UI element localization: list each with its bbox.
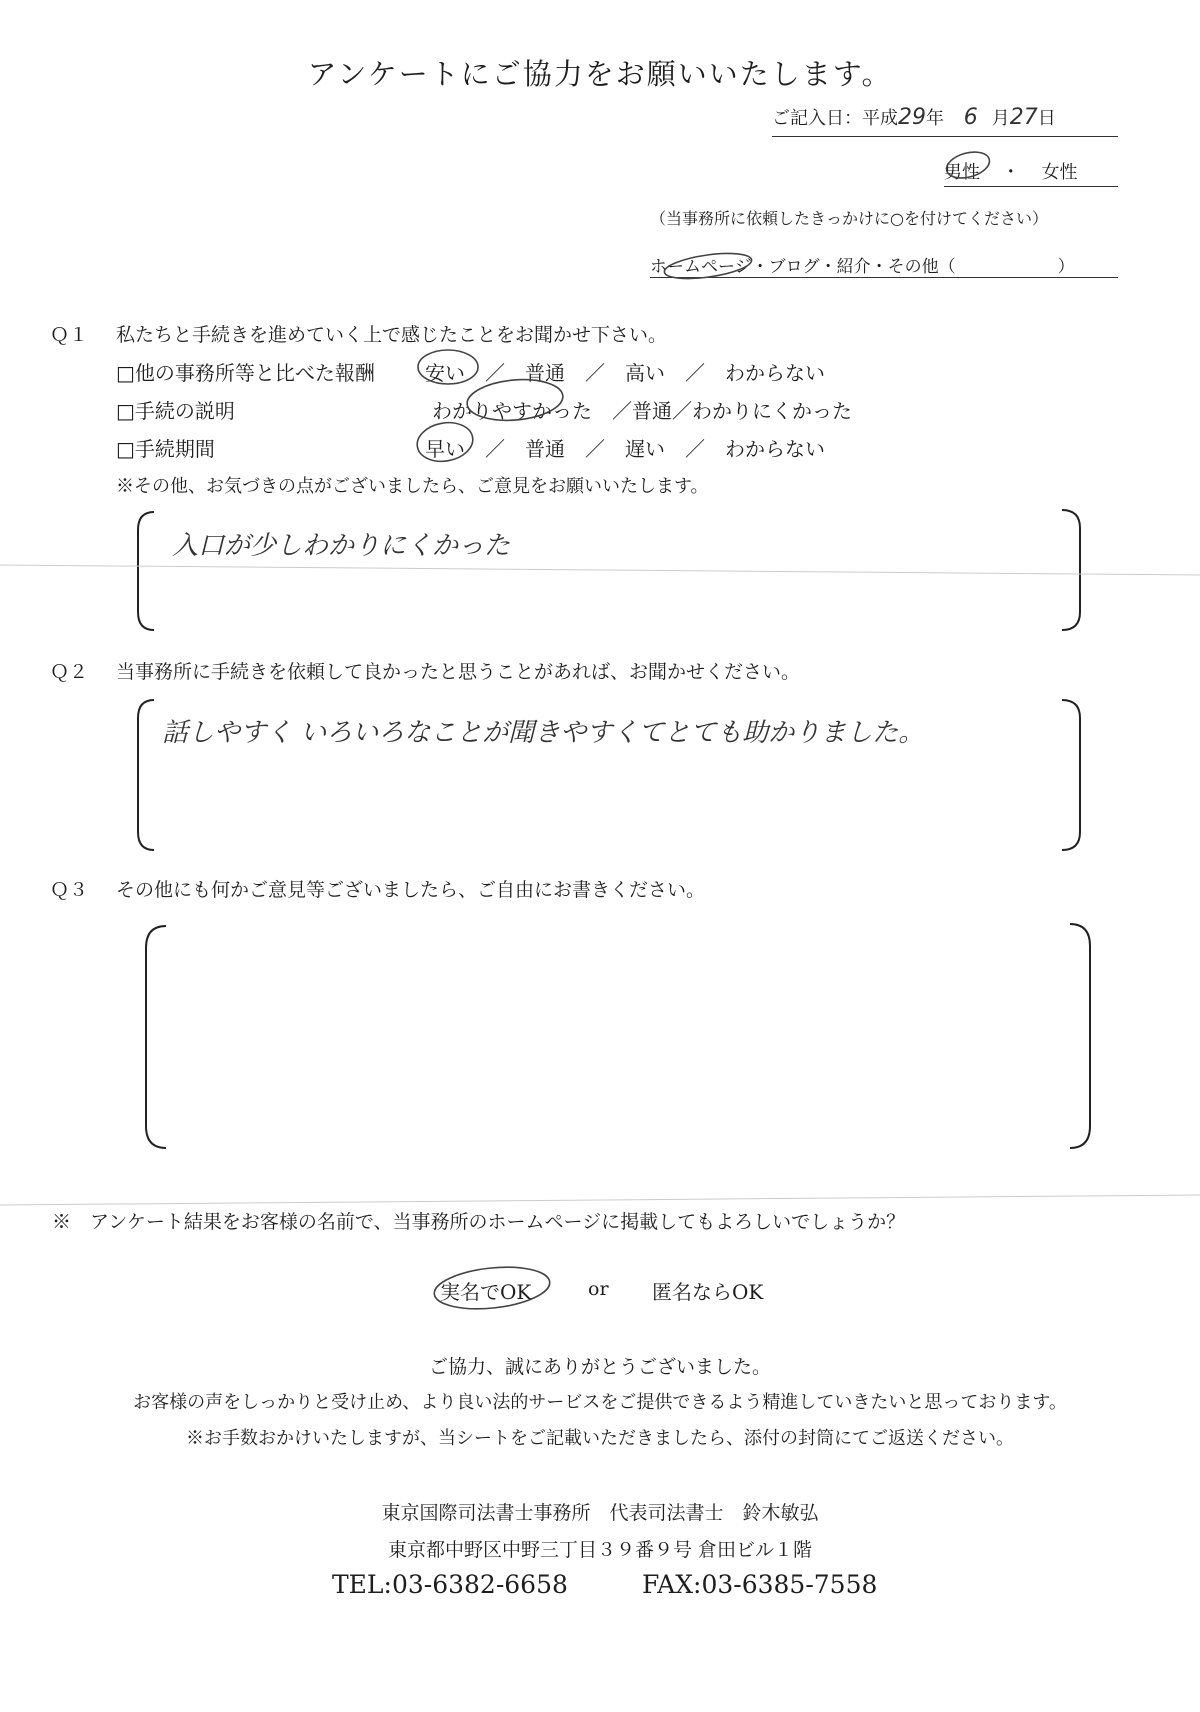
q2-text: 当事務所に手続きを依頼して良かったと思うことがあれば、お聞かせください。	[116, 661, 801, 683]
q1-box-left-bracket	[138, 512, 154, 630]
month-suffix: 月	[991, 108, 1010, 129]
publish-anonymous[interactable]: 匿名ならOK	[652, 1280, 764, 1304]
circle-explanation-easy	[465, 376, 564, 424]
gender-separator: ・	[1001, 162, 1020, 183]
referral-instruction: （当事務所に依頼したきっかけに○を付けてください）	[650, 209, 1048, 228]
office-address: 東京都中野区中野三丁目３９番９号 倉田ビル１階	[387, 1539, 813, 1561]
q1-item-period-label: □手続期間	[116, 437, 215, 461]
q3-box-left-bracket	[146, 926, 166, 1148]
publish-real-name[interactable]: 実名でOK	[440, 1280, 532, 1304]
entry-year[interactable]: 29	[898, 105, 926, 130]
gender-male[interactable]: 男性	[944, 162, 980, 183]
q2-box-left-bracket	[138, 700, 154, 850]
circle-period-fast	[414, 418, 476, 465]
q2-answer[interactable]: 話しやすく いろいろなことが聞きやすくてとても助かりました。	[162, 718, 925, 748]
fold-line-lower	[0, 1195, 1200, 1205]
closing-thanks: ご協力、誠にありがとうございました。	[428, 1356, 771, 1378]
closing-return-note: ※お手数おかけいたしますが、当シートをご記載いただきましたら、添付の封筒にてご返送ください。	[186, 1428, 1014, 1449]
q1-item-explanation-options[interactable]: わかりやすかった ／普通／わかりにくかった	[432, 399, 852, 423]
office-name: 東京国際司法書士事務所 代表司法書士 鈴木敏弘	[381, 1502, 819, 1524]
year-suffix: 年	[926, 108, 944, 129]
entry-date-label: ご記入日：平成	[772, 108, 898, 129]
publish-question: ※ アンケート結果をお客様の名前で、当事務所のホームページに掲載してもよろしいでしょうか？	[52, 1211, 906, 1233]
q3-number: Ｑ３	[50, 879, 89, 901]
q2-number: Ｑ２	[50, 661, 89, 683]
q1-text: 私たちと手続きを進めていく上で感じたことをお聞かせ下さい。	[116, 324, 668, 346]
q1-item-fee-options[interactable]: 安い ／ 普通 ／ 高い ／ わからない	[425, 361, 825, 385]
q1-item-explanation-label: □手続の説明	[116, 399, 235, 423]
entry-month[interactable]: 6	[963, 105, 978, 130]
gender-female[interactable]: 女性	[1041, 162, 1078, 183]
office-tel: TEL:03-6382-6658	[332, 1570, 568, 1599]
circle-fee-cheap	[418, 350, 478, 384]
fold-line-upper	[0, 565, 1200, 575]
closing-message: お客様の声をしっかりと受け止め、より良い法的サービスをご提供できるよう精進していきたいと思っております。	[133, 1392, 1067, 1413]
circle-referral-homepage	[663, 249, 753, 283]
q1-number: Ｑ１	[50, 324, 89, 346]
day-suffix: 日	[1037, 108, 1056, 129]
circle-gender-male	[944, 148, 993, 183]
publish-or: or	[588, 1278, 609, 1300]
q3-box-right-bracket	[1070, 924, 1090, 1148]
q1-item-period-options[interactable]: 早い ／ 普通 ／ 遅い ／ わからない	[425, 437, 825, 461]
office-fax: FAX:03-6385-7558	[642, 1570, 878, 1599]
q1-item-fee-label: □他の事務所等と比べた報酬	[116, 361, 375, 385]
entry-day[interactable]: 27	[1009, 105, 1038, 130]
q2-box-right-bracket	[1062, 700, 1080, 850]
q1-box-right-bracket	[1062, 510, 1080, 630]
q1-note: ※その他、お気づきの点がございましたら、ご意見をお願いいたします。	[116, 476, 709, 497]
q1-answer[interactable]: 入口が少しわかりにくかった	[172, 531, 511, 561]
circle-publish-real-name	[432, 1262, 552, 1314]
referral-options[interactable]: ホームページ・ブログ・紹介・その他（ ）	[650, 257, 1075, 277]
q3-text: その他にも何かご意見等ございましたら、ご自由にお書きください。	[116, 879, 706, 901]
page-title: アンケートにご協力をお願いいたします。	[307, 57, 893, 91]
